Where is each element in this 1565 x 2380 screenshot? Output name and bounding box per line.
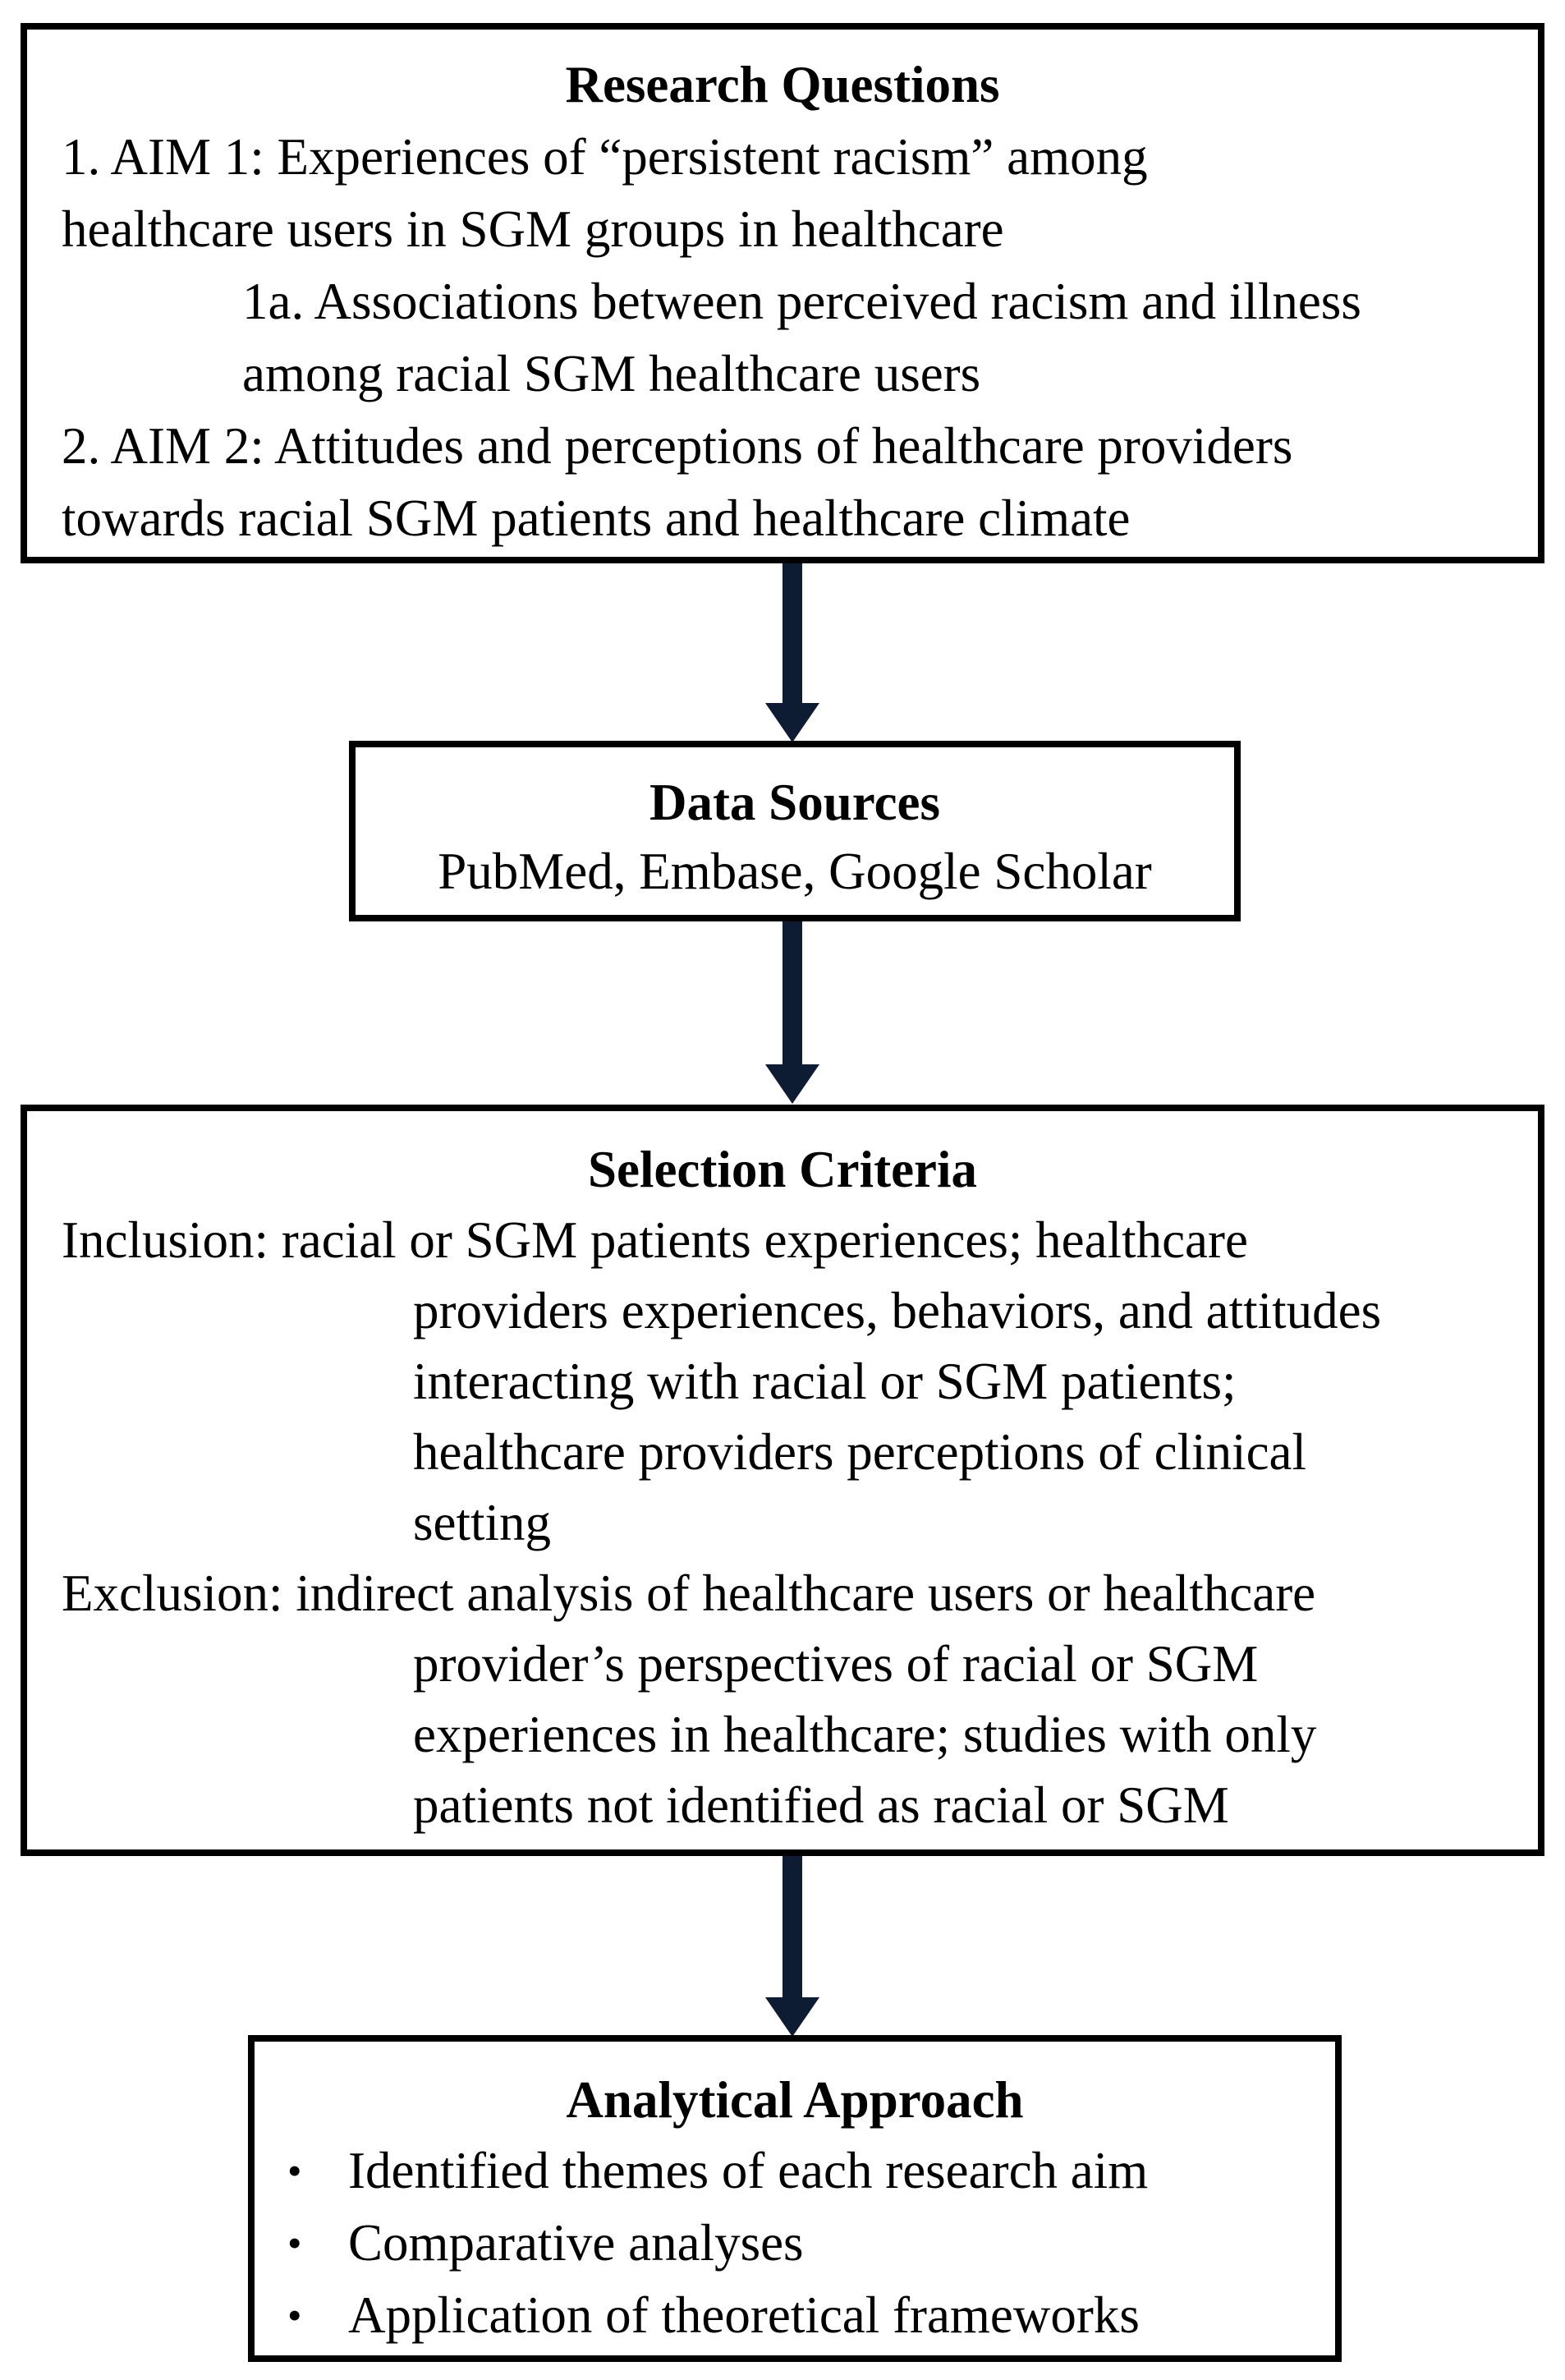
aim1-text-line1: 1. AIM 1: Experiences of “persistent racism” among [62,128,1148,186]
analytical-approach-box [248,2035,1342,2362]
aim1-text-line2: healthcare users in SGM groups in healthcare [62,200,1004,258]
aim1a-text-line1: 1a. Associations between perceived racism and illness [242,273,1361,330]
data-sources-title: Data Sources [649,774,941,831]
exclusion-line-4: patients not identified as racial or SGM [413,1776,1229,1834]
bullet-icon: • [287,2220,302,2266]
aim1a-text-line2: among racial SGM healthcare users [242,345,981,402]
approach-item-2: Comparative analyses [348,2214,804,2272]
exclusion-line-3: experiences in healthcare; studies with only [413,1706,1317,1763]
inclusion-line-2: providers experiences, behaviors, and attitudes [413,1282,1382,1339]
inclusion-line-1: Inclusion: racial or SGM patients experiences; healthcare [62,1211,1248,1269]
data-sources-list: PubMed, Embase, Google Scholar [438,843,1152,900]
inclusion-line-3: interacting with racial or SGM patients; [413,1353,1237,1410]
research-questions-title: Research Questions [565,56,1000,113]
selection-criteria-title: Selection Criteria [587,1141,978,1198]
exclusion-line-2: provider’s perspectives of racial or SGM [413,1635,1259,1693]
inclusion-line-4: healthcare providers perceptions of clinical [413,1423,1307,1481]
aim2-text-line2: towards racial SGM patients and healthcare climate [62,489,1131,547]
arrow-down-icon [755,1856,829,2037]
approach-item-1: Identified themes of each research aim [348,2142,1149,2199]
inclusion-line-5: setting [413,1494,551,1551]
approach-item-3: Application of theoretical frameworks [348,2286,1140,2344]
arrow-down-icon [755,563,829,742]
bullet-icon: • [287,2148,302,2194]
aim2-text-line1: 2. AIM 2: Attitudes and perceptions of healthcare providers [62,417,1293,475]
flow-arrow-2 [755,921,829,1104]
arrow-down-icon [755,921,829,1104]
data-sources-box [349,741,1241,921]
exclusion-line-1: Exclusion: indirect analysis of healthcare users or healthcare [62,1564,1316,1622]
flow-arrow-1 [755,563,829,742]
selection-criteria-box [21,1105,1544,1856]
flow-arrow-3 [755,1856,829,2037]
research-questions-box [21,23,1544,563]
bullet-icon: • [287,2292,302,2338]
analytical-approach-title: Analytical Approach [566,2071,1024,2129]
